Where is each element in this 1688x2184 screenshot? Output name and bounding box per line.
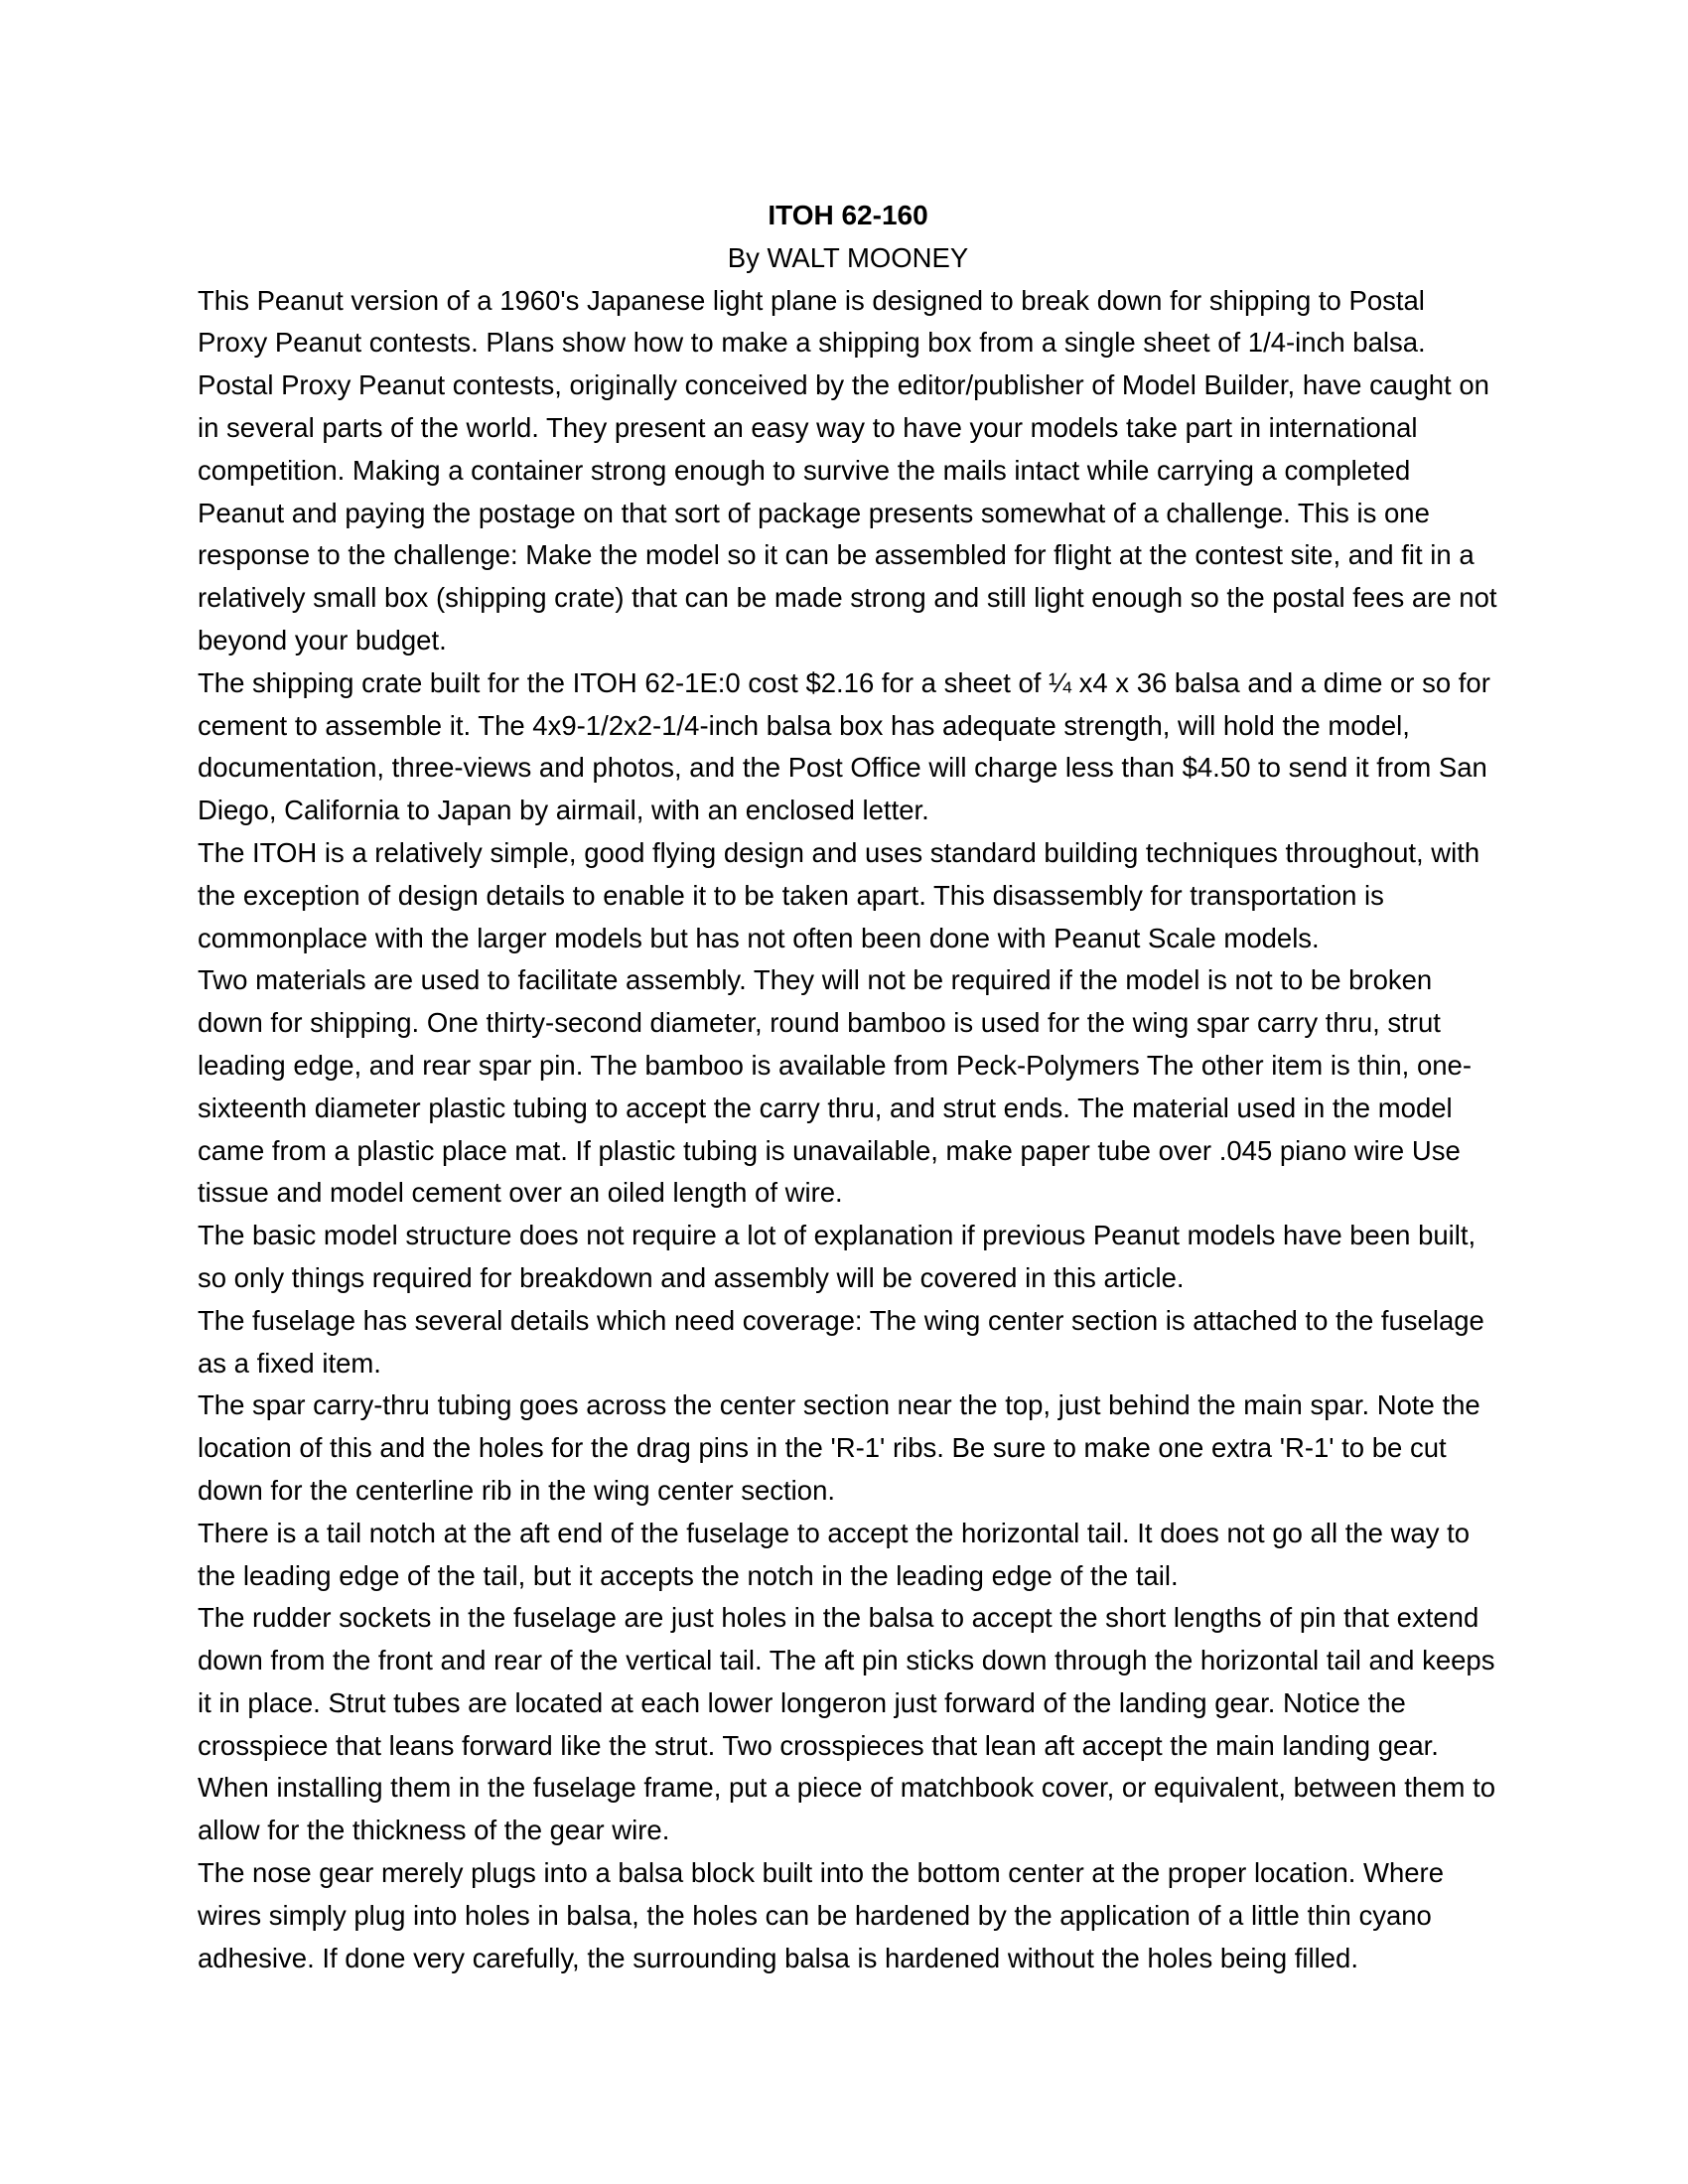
document-title: ITOH 62-160 (768, 200, 928, 230)
paragraph-7: The fuselage has several details which need coverage: The wing center section is attached to the fuselage as a fixed item. (198, 1304, 1484, 1379)
paragraph-3: The shipping crate built for the ITOH 62-1E:0 cost $2.16 for a sheet of ¼ x4 x 36 balsa and a dime or so for cement to assemble it. The 4x9-1/2x2-1/4-inch balsa box has adequate strength, will hold the model, documentation, three-views and photos, and the Post Office will charge less than $4.50 to send it from San Diego, California to Japan by airmail, with an enclosed letter. (198, 666, 1490, 826)
paragraph-1: This Peanut version of a 1960's Japanese light plane is designed to break down for shipping to Postal Proxy Peanut contests. Plans show how to make a shipping box from a single sheet of 1/4-inch balsa. (198, 284, 1426, 359)
document-byline: By WALT MOONEY (727, 241, 969, 273)
paragraph-5: Two materials are used to facilitate assembly. They will not be required if the model is not to be broken down for shipping. One thirty-second diameter, round bamboo is used for the wing spar carry thru, strut leading edge, and rear spar pin. The bamboo is available from Peck-Polymers The other item is thin, one-sixteenth diameter plastic tubing to accept the carry thru, and strut ends. The material used in the model came from a plastic place mat. If plastic tubing is unavailable, make paper tube over .045 piano wire Use tissue and model cement over an oiled length of wire. (198, 964, 1472, 1209)
paragraph-9: There is a tail notch at the aft end of the fuselage to accept the horizontal tail. It does not go all the way to the leading edge of the tail, but it accepts the notch in the leading edge of the tail. (198, 1517, 1471, 1591)
paragraph-11: The nose gear merely plugs into a balsa block built into the bottom center at the proper location. Where wires simply plug into holes in balsa, the holes can be hardened by the application of a little thin cyano adhesive. If done very carefully, the surrounding balsa is hardened without the holes being filled. (198, 1857, 1445, 1973)
paragraph-8: The spar carry-thru tubing goes across the center section near the top, just behind the main spar. Note the location of this and the holes for the drag pins in the 'R-1' ribs. Be sure to make one extra 'R-1' to be cut down for the centerline rib in the wing center section. (198, 1389, 1480, 1506)
paragraph-2: Postal Proxy Peanut contests, originally conceived by the editor/publisher of Model Builder, have caught on in several parts of the world. They present an easy way to have your models take part in international competition. Making a container strong enough to survive the mails intact while carrying a completed Peanut and paying the postage on that sort of package presents somewhat of a challenge. This is one response to the challenge: Make the model so it can be assembled for flight at the contest site, and fit in a relatively small box (shipping crate) that can be made strong and still light enough so the postal fees are not beyond your budget. (198, 369, 1497, 655)
paragraph-4: The ITOH is a relatively simple, good flying design and uses standard building techniques throughout, with the exception of design details to enable it to be taken apart. This disassembly for transportation is commonplace with the larger models but has not often been done with Peanut Scale models. (198, 836, 1480, 953)
paragraph-6: The basic model structure does not require a lot of explanation if previous Peanut models have been built, so only things required for breakdown and assembly will be covered in this article. (198, 1220, 1477, 1293)
paragraph-10: The rudder sockets in the fuselage are just holes in the balsa to accept the short lengths of pin that extend down from the front and rear of the vertical tail. The aft pin sticks down through the horizontal tail and keeps it in place. Strut tubes are located at each lower longeron just forward of the landing gear. Notice the crosspiece that leans forward like the strut. Two crosspieces that lean aft accept the main landing gear. When installing them in the fuselage frame, put a piece of matchbook cover, or equivalent, between them to allow for the thickness of the gear wire. (198, 1602, 1496, 1846)
document-page (198, 195, 1498, 1979)
